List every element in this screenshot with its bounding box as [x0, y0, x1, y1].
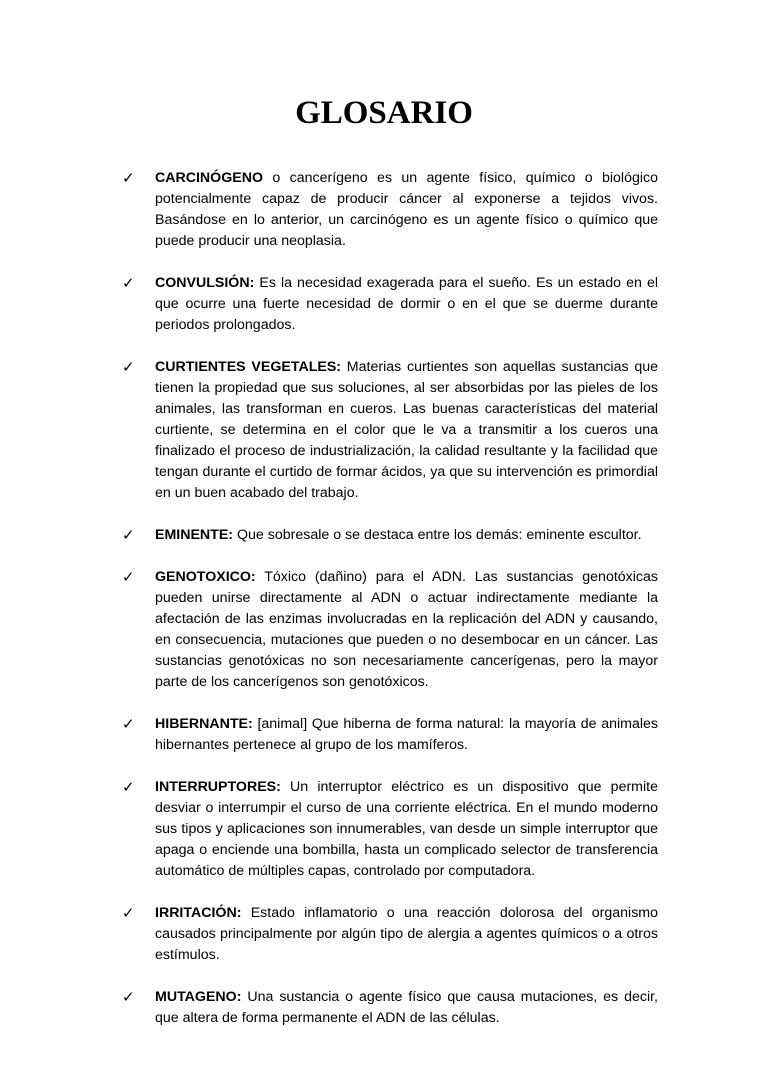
- check-mark-icon: ✓: [122, 526, 135, 544]
- glossary-term: CURTIENTES VEGETALES:: [155, 359, 342, 375]
- glossary-entry-mutageno: [122, 987, 658, 1029]
- glossary-entry-curtientes-vegetales: [122, 357, 658, 504]
- glossary-term: GENOTOXICO:: [155, 569, 256, 585]
- glossary-definition: Un interruptor eléctrico es un dispositivo que permite desviar o interrumpir el curso de una corriente eléctrica. En el mundo moderno sus tipos y aplicaciones son innumerables, van desde un simple interruptor que apaga o enciende una bombilla, hasta un complicado selector de transferencia automático de múltiples capas, controlado por computadora.: [155, 779, 658, 879]
- check-mark-icon: ✓: [122, 274, 135, 292]
- glossary-entry-interruptores: [122, 777, 658, 882]
- glossary-term: INTERRUPTORES:: [155, 779, 281, 795]
- glossary-definition: Estado inflamatorio o una reacción dolorosa del organismo causados principalmente por algún tipo de alergia a agentes químicos o a otros estímulos.: [155, 905, 658, 963]
- check-mark-icon: ✓: [122, 169, 135, 187]
- glossary-definition: Materias curtientes son aquellas sustancias que tienen la propiedad que sus soluciones, al ser absorbidas por las pieles de los animales, las transforman en cueros. Las buenas características del material curtiente, se determina en el color que le va a transmitir a los cueros una finalizado el proceso de industrialización, la calidad resultante y la facilidad que tengan durante el curtido de formar ácidos, ya que su intervención es primordial en un buen acabado del trabajo.: [155, 359, 659, 501]
- glossary-entry-hibernante: [122, 714, 658, 756]
- check-mark-icon: ✓: [122, 988, 135, 1006]
- check-mark-icon: ✓: [122, 778, 135, 796]
- glossary-definition: Que sobresale o se destaca entre los demás: eminente escultor.: [233, 527, 642, 543]
- glossary-entry-genotoxico: [122, 567, 658, 693]
- glossary-entry-carcinogeno: [122, 168, 658, 252]
- glossary-definition: Tóxico (dañino) para el ADN. Las sustancias genotóxicas pueden unirse directamente al ADN o actuar indirectamente mediante la afectación de las enzimas involucradas en la replicación del ADN y causando, en consecuencia, mutaciones que pueden o no desembocar en un cáncer. Las sustancias genotóxicas no son necesariamente cancerígenas, pero la mayor parte de los cancerígenos son genotóxicos.: [155, 569, 658, 690]
- glossary-entry-eminente: [122, 525, 658, 546]
- glossary-term: MUTAGENO:: [155, 989, 242, 1005]
- glossary-entry-convulsion: [122, 273, 658, 336]
- glossary-definition: Una sustancia o agente físico que causa mutaciones, es decir, que altera de forma permanente el ADN de las células.: [155, 989, 658, 1026]
- check-mark-icon: ✓: [122, 904, 135, 922]
- check-mark-icon: ✓: [122, 568, 135, 586]
- glossary-definition: [animal] Que hiberna de forma natural: la mayoría de animales hibernantes pertenece al grupo de los mamíferos.: [155, 716, 658, 753]
- glossary-term: CARCINÓGENO: [155, 170, 263, 186]
- glossary-term: IRRITACIÓN:: [155, 905, 242, 921]
- glossary-list: [122, 168, 658, 1050]
- check-mark-icon: ✓: [122, 715, 135, 733]
- glossary-term: EMINENTE:: [155, 527, 234, 543]
- page-title: GLOSARIO: [295, 95, 473, 131]
- glossary-definition: Es la necesidad exagerada para el sueño. Es un estado en el que ocurre una fuerte necesidad de dormir o en el que se duerme durante periodos prolongados.: [155, 275, 658, 333]
- check-mark-icon: ✓: [122, 358, 135, 376]
- glossary-definition: o cancerígeno es un agente físico, químico o biológico potencialmente capaz de producir cáncer al exponerse a tejidos vivos. Basándose en lo anterior, un carcinógeno es un agente físico o químico que puede producir una neoplasia.: [155, 170, 658, 249]
- glossary-term: CONVULSIÓN:: [155, 275, 255, 291]
- glossary-term: HIBERNANTE:: [155, 716, 253, 732]
- glossary-entry-irritacion: [122, 903, 658, 966]
